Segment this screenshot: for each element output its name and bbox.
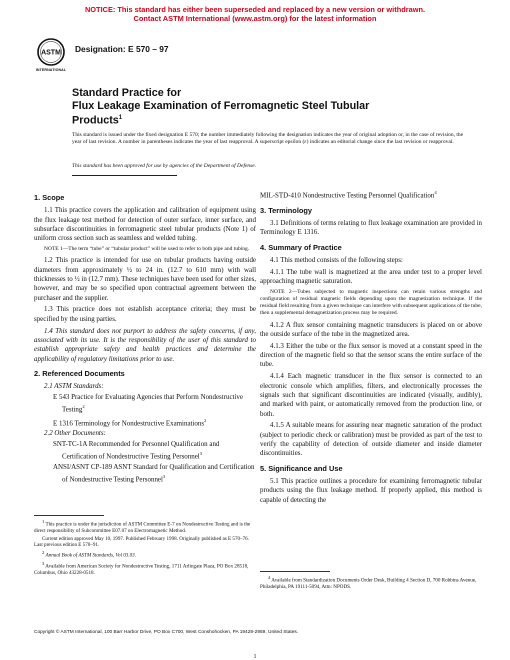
section-5-heading: 5. Significance and Use (260, 463, 343, 473)
para-4-1: 4.1 This method consists of the following steps: (270, 256, 403, 265)
supersession-notice (0, 5, 510, 23)
footnote-1a: $^1$ This practice is under the jurisdiction of ASTM Committee E-7 on Nondestructive Testing and is the direct responsibility of Subcommittee E07.07 on Electromagnetic Method. (34, 519, 251, 535)
notice-line-2: Contact ASTM International (www.astm.org) for the latest information (133, 14, 377, 23)
page-number: 1 (253, 654, 257, 660)
para-4-1-2: 4.1.2 A flux sensor containing magnetic transducers is placed on or above the outside surface of the tube in the magnetized area. (260, 320, 482, 338)
para-2-2: 2.2 Other Documents: (44, 429, 106, 438)
ref-mil-std-410: MIL-STD-410 Nondestructive Testing Personnel Qualification$^4$ (260, 190, 437, 200)
footnote-rule-right (260, 571, 330, 572)
title-line-3: Products$^1$ (72, 114, 123, 127)
para-3-1: 3.1 Definitions of terms relating to flux leakage examination are provided in Terminology E 1316. (260, 219, 482, 237)
ref-ansi-cp-189: ANSI/ASNT CP-189 ASNT Standard for Qualification and Certification of Nondestructive Testing Personnel$^3$ (53, 462, 255, 484)
para-1-1: 1.1 This practice covers the application and calibration of equipment using the flux leakage test method for detection of outer surface, inner surface, and subsurface discontinuities in ferromagnetic steel tubular products (Note 1) of uniform cross section such as seamless and welded tubing. (34, 206, 256, 243)
para-1-4: 1.4 This standard does not purport to address the safety concerns, if any, associated with its use. It is the responsibility of the user of this standard to establish appropriate safety and health practices and determine the applicability of regulatory limitations prior to use. (34, 326, 256, 363)
ref-e543: E 543 Practice for Evaluating Agencies that Perform Nondestructive Testing$^2$ (53, 392, 243, 414)
para-5-1: 5.1 This practice outlines a procedure for examining ferromagnetic tubular products using the flux leakage method. If properly applied, this method is capable of detecting the (260, 476, 482, 504)
right-column (260, 188, 482, 507)
footnote-1b: Current edition approved May 10, 1997. Published February 1998. Originally published as E 570–76. Last previous edition E 570–91. (34, 535, 249, 549)
logo-caption: INTERNATIONAL (35, 68, 67, 72)
para-1-3: 1.3 This practice does not establish acceptance criteria; they must be specified by the using parties. (34, 305, 256, 323)
footnote-4: $^4$ Available from Standardization Documents Order Desk, Building 4 Section D, 700 Robbins Avenue, Philadelphia, PA 19111-5094, Attn: NPODS. (260, 575, 477, 591)
logo-mark: ASTM (41, 49, 61, 57)
intro-divider (72, 175, 177, 176)
dod-approval-note: This standard has been approved for use by agencies of the Department of Defense. (72, 163, 257, 169)
ref-e1316: E 1316 Terminology for Nondestructive Examinations$^2$ (53, 417, 207, 427)
para-4-1-1: 4.1.1 The tube wall is magnetized at the area under test to a proper level approaching magnetic saturation. (260, 267, 482, 286)
section-2-heading: 2. Referenced Documents (34, 368, 125, 378)
section-4-heading: 4. Summary of Practice (260, 242, 342, 252)
section-1-heading: 1. Scope (34, 193, 65, 202)
note-1: NOTE 1—The term “tube” or “tubular product” will be used to refer to both pipe and tubing. (44, 246, 250, 253)
para-4-1-4: 4.1.4 Each magnetic transducer in the flux sensor is connected to an electronic console which amplifies, filters, and electronically processes the signals such that significant discontinuities are indicated (visually, audibly), and marked with paint, or automatically removed from the production line, or both. (260, 372, 482, 418)
title-footnote-ref: 1 (118, 115, 123, 121)
footnote-3: $^3$ Available from American Society for Nondestructive Testing, 1711 Arlingate Plaza, PO Box 28518, Columbus, Ohio 43228-0518. (34, 560, 249, 576)
para-4-1-5: 4.1.5 A suitable means for assuring near magnetic saturation of the product (subject to periodic check or calibration) must be provided as part of the test to verify the capability of detection of outside diameter and inside diameter discontinuities. (260, 421, 482, 458)
footnote-2: $^2$ Annual Book of ASTM Standards, Vol 03.03. (42, 550, 136, 559)
note-2: NOTE 2—Tubes subjected to magnetic inspections can retain various strengths and configuration of residual magnetic fields depending upon the magnetization technique. If the residual field resulting from a given technique can interfere with subsequent applications of the tube, then a supplemental demagnetization process may be required. (260, 288, 482, 317)
ref-snt-tc-1a: SNT-TC-1A Recommended for Personnel Qualification and Certification of Nondestructive Testing Personnel$^3$ (53, 439, 220, 461)
section-3-heading: 3. Terminology (260, 205, 313, 215)
astm-logo-icon (37, 38, 65, 66)
footnote-rule-left (34, 515, 104, 516)
notice-line-1: NOTICE: This standard has either been superseded and replaced by a new version or withdrawn. (84, 5, 426, 14)
document-title (72, 87, 369, 127)
intro-paragraph: This standard is issued under the fixed designation E 570; the number immediately following the designation indicates the year of original adoption or, in the case of revision, the year of last revision. A number in parentheses indicates the year of last reapproval. A superscript epsilon (ε) indicates an editorial change since the last revision or reapproval. (72, 132, 464, 146)
title-line-2: Flux Leakage Examination of Ferromagnetic Steel Tubular (72, 99, 370, 112)
para-2-1: 2.1 ASTM Standards: (44, 382, 104, 391)
footnotes-left (34, 519, 256, 578)
designation: Designation: E 570 – 97 (75, 44, 169, 54)
copyright-line: Copyright © ASTM International, 100 Barr Harbor Drive, PO Box C700, West Conshohocken, PA 19428-2959, United States. (34, 630, 299, 635)
left-column (34, 188, 256, 486)
title-line-1: Standard Practice for (72, 87, 182, 99)
para-1-2: 1.2 This practice is intended for use on tubular products having outside diameters from approximately ½ to 24 in. (12.7 to 610 mm) with wall thicknesses to ½ in (12.7 mm). These techniques have been used for other sizes, however, and may be so specified upon contractual agreement between the purchaser and the supplier. (34, 256, 257, 302)
para-4-1-3: 4.1.3 Either the tube or the flux sensor is moved at a constant speed in the direction of the magnetic field so that the sensor scans the entire surface of the tube. (260, 341, 482, 369)
footnotes-right (260, 575, 482, 592)
